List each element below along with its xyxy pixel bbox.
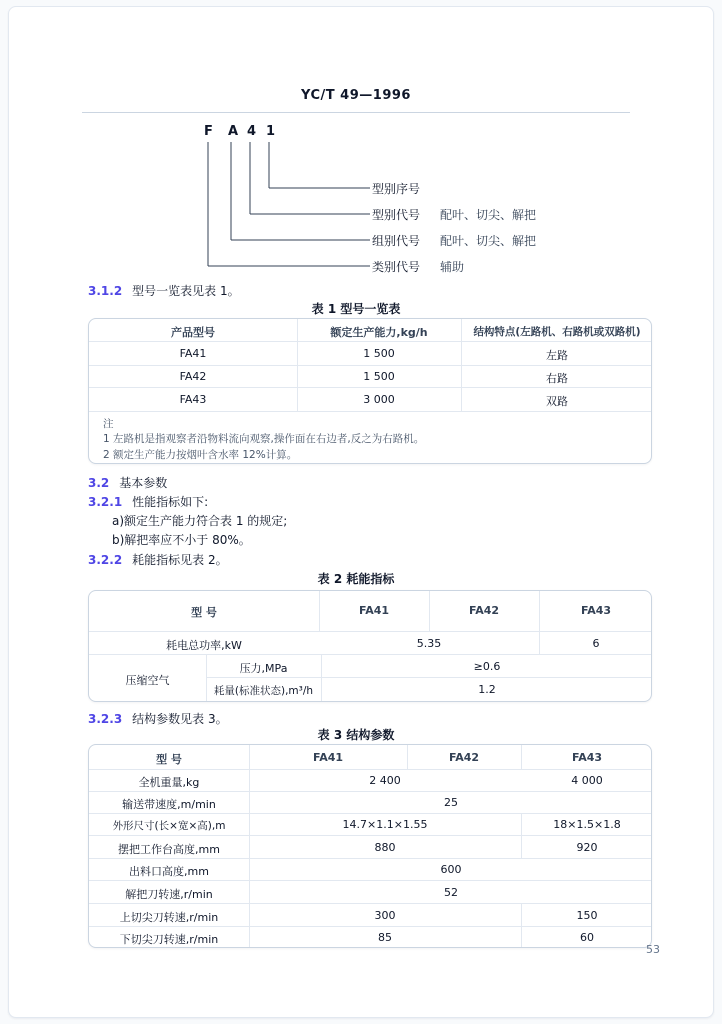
table3-header-model: 型 号 [156,753,182,766]
table1-cell-capacity: 3 000 [363,393,395,406]
table2-power-shared: 5.35 [416,637,442,650]
code-letter-a: A [228,124,239,139]
code-label-category: 类别代号 [372,260,421,274]
table1-cell-capacity: 1 500 [363,370,395,383]
table3-row-label: 解把刀转速,r/min [125,888,213,901]
table3-caption: 表 3 结构参数 [317,728,395,742]
table2-caption: 表 2 耗能指标 [317,572,395,586]
table1-note: 1 左路机是指观察者沿物料流向观察,操作面在右边者,反之为右路机。 [103,433,425,445]
section-number: 3.2 [88,476,110,490]
table2-consumption-label: 耗量(标准状态),m³/h [213,685,314,697]
table3-value-shared: 880 [374,841,396,854]
section-number: 3.2.3 [88,712,123,726]
table3-row-label: 出料口高度,mm [129,865,209,878]
table3-header-fa42: FA42 [448,751,480,764]
section-3-2-1 [88,493,208,510]
table1-header-capacity: 额定生产能力,kg/h [330,326,428,339]
table1-cell-model: FA42 [179,370,207,383]
code-note-category: 辅助 [440,260,465,274]
section-3-2 [88,474,167,491]
table3-header-fa41: FA41 [312,751,344,764]
table3-row-label: 摆把工作台高度,mm [118,843,220,856]
table-2-energy [88,590,652,702]
table2-power-fa43: 6 [592,637,600,650]
table3-value-shared: 300 [374,909,396,922]
table2-header-fa42: FA42 [468,604,500,617]
section-text: 结构参数见表 3。 [132,712,228,726]
table3-value-fa43: 150 [576,909,598,922]
table3-value-all: 600 [440,863,462,876]
table3-value-fa43: 60 [580,931,594,944]
code-diagram-lines [0,0,722,300]
table3-value-all: 25 [444,796,458,809]
code-note-group: 配叶、切尖、解把 [440,234,537,248]
section-text: 型号一览表见表 1。 [132,284,240,298]
table3-value-fa43: 4 000 [571,774,603,787]
code-digit-4: 4 [247,124,257,139]
code-label-group: 组别代号 [372,234,421,248]
code-note-type: 配叶、切尖、解把 [440,208,537,222]
table2-pressure-value: ≥0.6 [473,660,501,673]
page-number: 53 [646,943,660,956]
table3-row-label: 外形尺寸(长×宽×高),m [112,820,226,832]
section-text: 基本参数 [119,476,168,490]
table1-cell-model: FA43 [179,393,207,406]
table1-header-structure: 结构特点(左路机、右路机或双路机) [473,326,641,338]
section-text: 性能指标如下: [132,495,209,509]
table1-cell-model: FA41 [179,347,207,360]
table-1-model-list [88,318,652,464]
table2-air-label: 压缩空气 [125,674,170,687]
section-3-2-2 [88,551,228,568]
code-letter-f: F [204,124,213,139]
table2-power-label: 耗电总功率,kW [166,639,242,652]
table2-consumption-value: 1.2 [478,683,496,696]
table3-row-label: 输送带速度,m/min [122,798,216,811]
page-header: YC/T 49—1996 [301,88,411,103]
section-text: 耗能指标见表 2。 [132,553,228,567]
table3-value-shared: 85 [378,931,392,944]
code-label-serial: 型别序号 [372,182,421,196]
table1-cell-structure: 双路 [546,395,568,408]
table2-header-fa43: FA43 [580,604,612,617]
table1-notes-title: 注 [103,418,114,430]
table3-header-fa43: FA43 [571,751,603,764]
table3-row-label: 上切尖刀转速,r/min [119,911,219,924]
table1-header-model: 产品型号 [171,326,215,339]
table1-cell-capacity: 1 500 [363,347,395,360]
section-3-1-2 [88,282,240,299]
table1-cell-structure: 右路 [546,372,568,385]
section-number: 3.2.2 [88,553,123,567]
table1-caption: 表 1 型号一览表 [311,302,401,316]
table1-cell-structure: 左路 [546,349,568,362]
table-3-structure [88,744,652,948]
table3-value-shared: 14.7×1.1×1.55 [342,818,428,831]
table1-note: 2 额定生产能力按烟叶含水率 12%计算。 [103,449,298,461]
table2-pressure-label: 压力,MPa [239,662,288,675]
performance-item: b)解把率应不小于 80%。 [112,533,251,547]
table3-value-shared: 2 400 [369,774,401,787]
section-3-2-3 [88,710,228,727]
code-label-type: 型别代号 [372,208,421,222]
table3-value-fa43: 18×1.5×1.8 [553,818,621,831]
table3-value-all: 52 [444,886,458,899]
section-number: 3.2.1 [88,495,123,509]
table3-row-label: 全机重量,kg [138,776,200,789]
table3-row-label: 下切尖刀转速,r/min [119,933,219,946]
table2-header-fa41: FA41 [358,604,390,617]
table2-header-model: 型 号 [191,606,217,619]
performance-item: a)额定生产能力符合表 1 的规定; [112,514,288,528]
table3-value-fa43: 920 [576,841,598,854]
section-number: 3.1.2 [88,284,123,298]
code-digit-1: 1 [266,124,276,139]
